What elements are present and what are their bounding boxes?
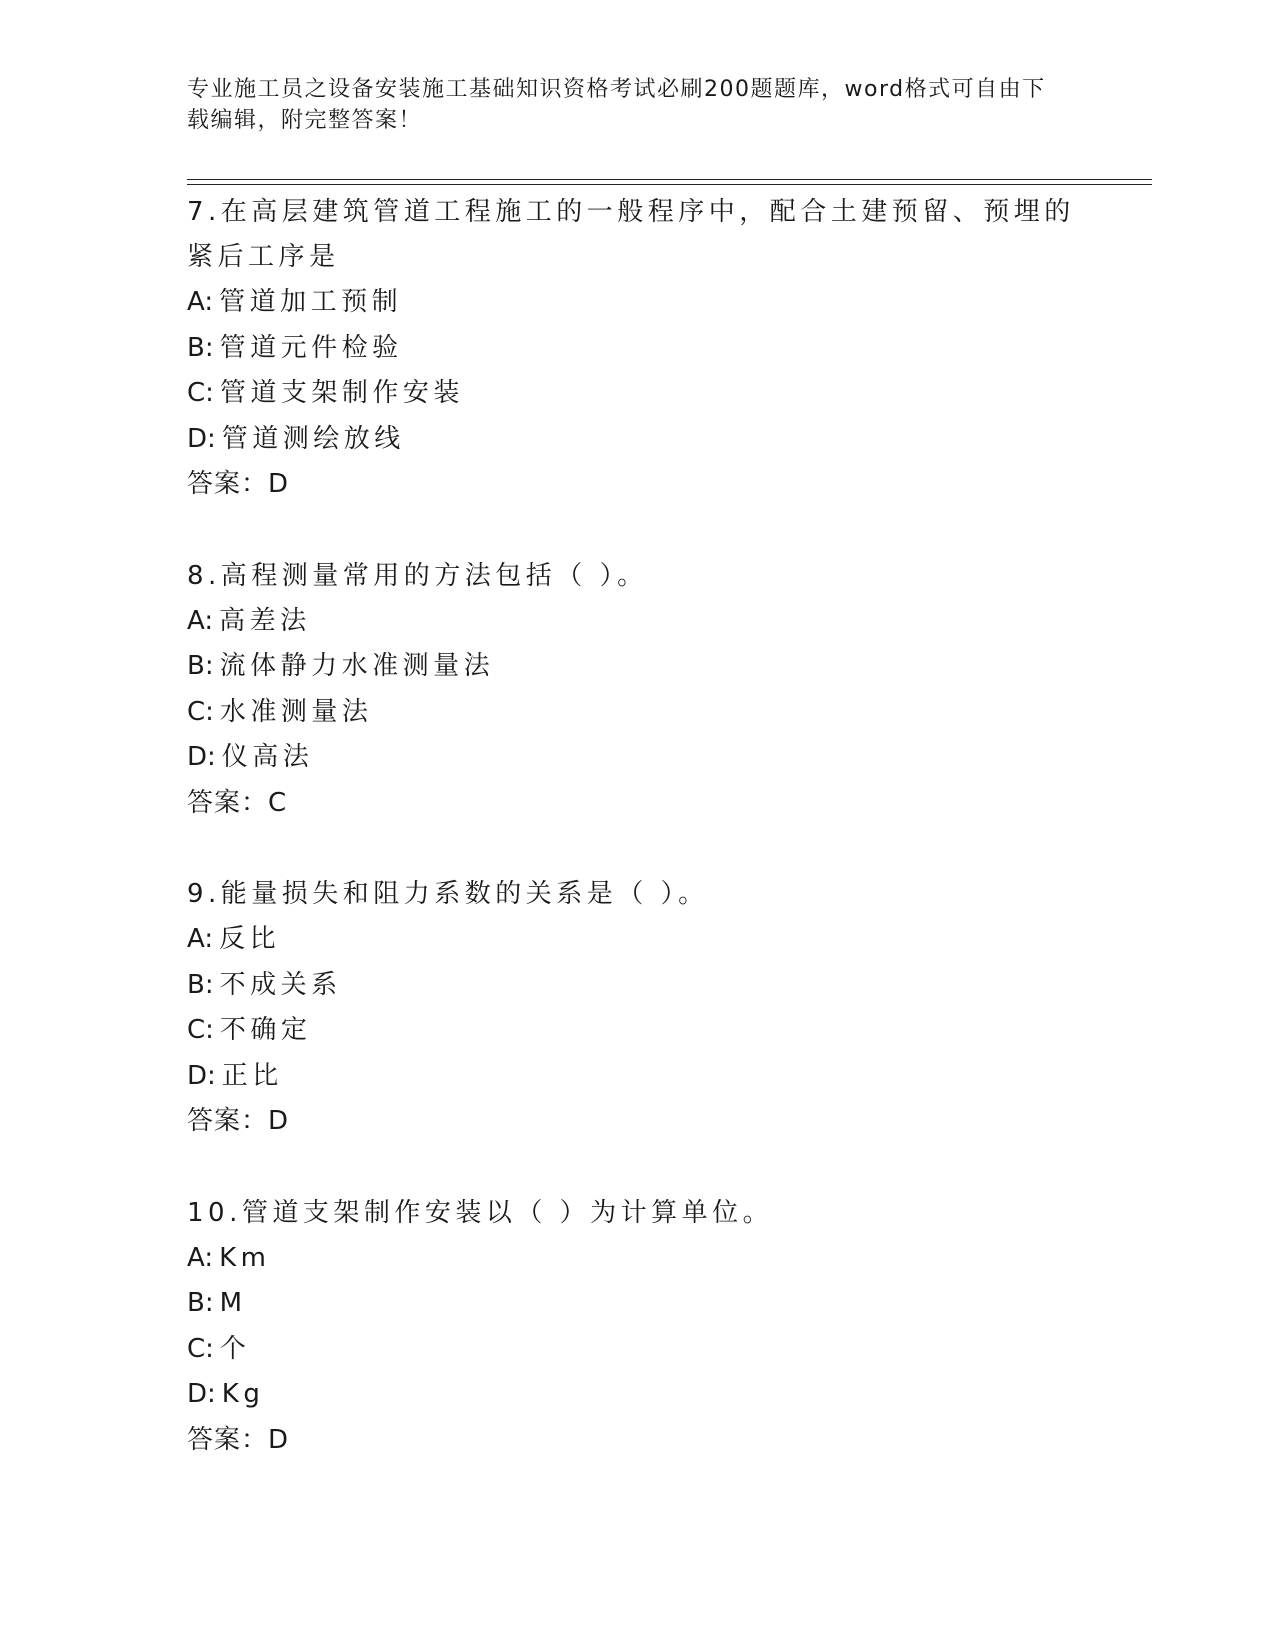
option-text: M — [219, 1288, 247, 1318]
option-c — [187, 371, 1087, 417]
option-letter: B: — [187, 651, 214, 681]
answer-line: 答案：C — [187, 787, 288, 818]
option-a — [187, 599, 1087, 645]
option-b — [187, 644, 1087, 690]
option-letter: D: — [187, 1060, 216, 1091]
option-text: 仪高法 — [221, 742, 314, 772]
option-text: 管道测绘放线 — [221, 423, 405, 454]
option-letter: B: — [187, 1288, 214, 1318]
option-letter: D: — [187, 742, 216, 772]
option-letter: C: — [187, 1333, 214, 1364]
option-d — [187, 735, 1087, 781]
option-text: Km — [219, 1242, 271, 1273]
option-text: 正比 — [221, 1060, 283, 1091]
option-d — [187, 417, 1087, 463]
question-stem: 8.高程测量常用的方法包括（ ）。 — [187, 560, 648, 591]
option-text: 不确定 — [219, 1015, 312, 1045]
option-letter: B: — [187, 332, 214, 363]
option-letter: C: — [187, 378, 214, 408]
answer-line: 答案：D — [187, 1424, 290, 1455]
question-stem: 9.能量损失和阻力系数的关系是（ ）。 — [187, 879, 709, 909]
option-letter: C: — [187, 1015, 214, 1045]
option-text: 高差法 — [219, 605, 311, 636]
option-text: 水准测量法 — [219, 696, 373, 727]
option-text: 不成关系 — [219, 969, 342, 1000]
answer-line: 答案：D — [187, 1106, 290, 1136]
option-text: 反比 — [219, 924, 281, 954]
question-stem: 7.在高层建筑管道工程施工的一般程序中，配合土建预留、预埋的紧后工序是 — [187, 197, 1075, 272]
question-8 — [187, 554, 1087, 827]
question-stem: 10.管道支架制作安装以（ ）为计算单位。 — [187, 1197, 774, 1228]
option-text: 个 — [219, 1333, 251, 1364]
option-letter: A: — [187, 924, 214, 954]
question-7 — [187, 190, 1087, 508]
question-10 — [187, 1191, 1087, 1464]
option-text: 管道加工预制 — [219, 287, 403, 317]
option-b — [187, 963, 1087, 1009]
option-letter: A: — [187, 1242, 214, 1273]
header-divider-bottom — [187, 184, 1152, 185]
option-a — [187, 280, 1087, 326]
option-d — [187, 1054, 1087, 1100]
option-letter: D: — [187, 1379, 216, 1409]
option-d — [187, 1372, 1087, 1418]
document-header: 专业施工员之设备安装施工基础知识资格考试必刷200题题库，word格式可自由下载编辑，附完整答案！ — [187, 77, 1046, 133]
header-divider-top — [187, 179, 1152, 180]
question-9 — [187, 872, 1087, 1145]
option-text: 管道支架制作安装 — [219, 378, 464, 408]
option-c — [187, 1008, 1087, 1054]
option-b — [187, 326, 1087, 372]
option-c — [187, 690, 1087, 736]
option-text: Kg — [221, 1379, 265, 1409]
option-c — [187, 1327, 1087, 1373]
question-list — [187, 190, 1087, 1509]
option-a — [187, 917, 1087, 963]
option-text: 管道元件检验 — [219, 332, 403, 363]
answer-line: 答案：D — [187, 469, 290, 499]
option-a — [187, 1236, 1087, 1282]
option-letter: A: — [187, 605, 214, 636]
option-letter: C: — [187, 696, 214, 727]
option-letter: D: — [187, 423, 216, 454]
option-b — [187, 1281, 1087, 1327]
option-text: 流体静力水准测量法 — [219, 651, 495, 681]
option-letter: B: — [187, 969, 214, 1000]
option-letter: A: — [187, 287, 214, 317]
